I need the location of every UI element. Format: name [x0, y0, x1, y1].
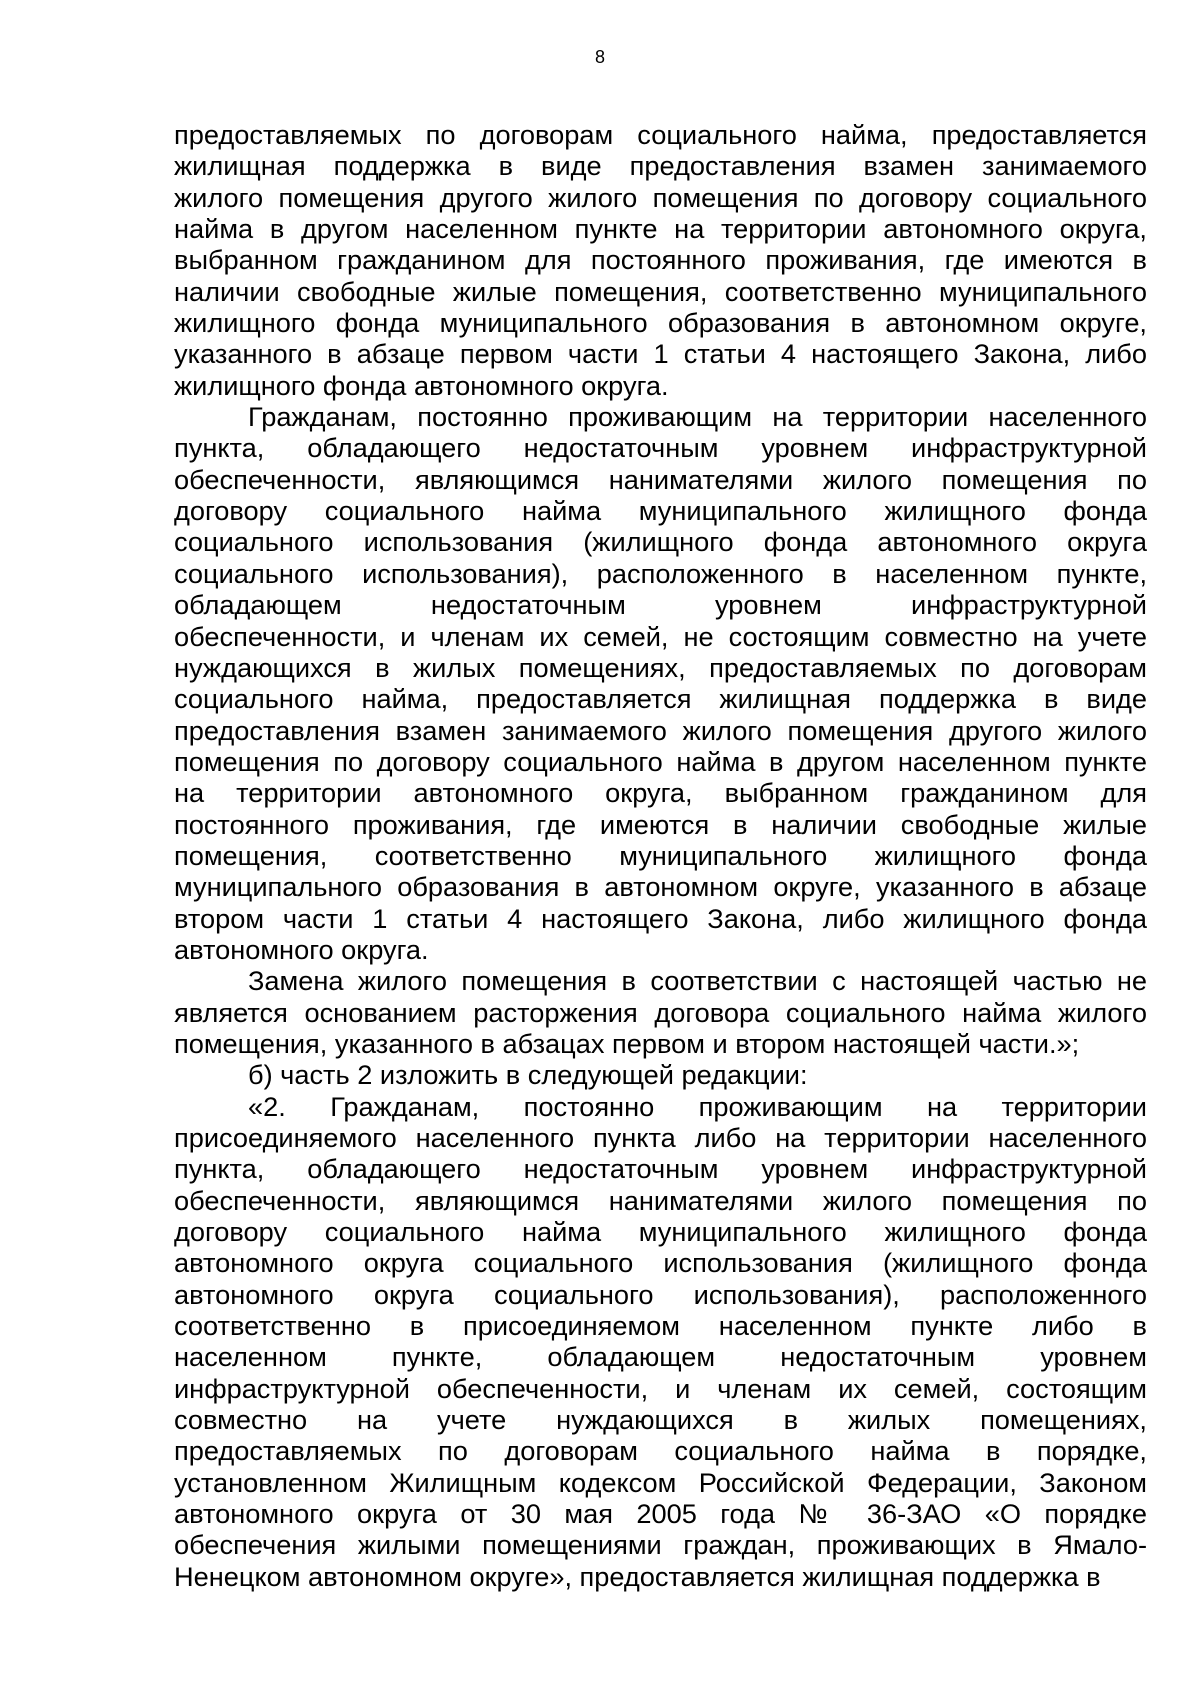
text-line: автономного округа от 30 мая 2005 года № 36-ЗАО «О порядке [174, 1498, 1147, 1530]
text-line: помещения, указанного в абзацах первом и втором настоящей части.»; [174, 1027, 1080, 1059]
text-line: выбранном гражданином для постоянного проживания, где имеются в [174, 244, 1147, 276]
paragraph [174, 965, 1147, 1059]
text-line: пункта, обладающего недостаточным уровнем инфраструктурной [174, 1153, 1147, 1185]
page-number: 8 [594, 47, 605, 67]
paragraph [174, 119, 1147, 401]
text-line: обеспеченности, являющимся нанимателями жилого помещения по [174, 1184, 1147, 1216]
text-line: социального найма, предоставляется жилищная поддержка в виде [174, 683, 1147, 715]
text-line: обеспеченности, и членам их семей, не состоящим совместно на учете [174, 620, 1147, 652]
text-line: втором части 1 статьи 4 настоящего Закона, либо жилищного фонда [174, 902, 1147, 934]
text-line: «2. Гражданам, постоянно проживающим на территории [248, 1090, 1147, 1122]
text-line: установленном Жилищным кодексом Российской Федерации, Законом [174, 1466, 1147, 1498]
text-line: муниципального образования в автономном округе, указанного в абзаце [174, 871, 1147, 903]
text-line: помещения по договору социального найма в другом населенном пункте [174, 745, 1147, 777]
paragraph [174, 1091, 1147, 1593]
text-line: обеспеченности, являющимся нанимателями жилого помещения по [174, 463, 1147, 495]
text-line: социального использования), расположенного в населенном пункте, [174, 557, 1147, 589]
document-body [174, 119, 1147, 1592]
text-line: автономного округа социального использования (жилищного фонда [174, 1247, 1147, 1279]
text-line: постоянного проживания, где имеются в наличии свободные жилые [174, 808, 1147, 840]
paragraph [174, 1059, 1147, 1090]
text-line: автономного округа социального использования), расположенного [174, 1278, 1147, 1310]
text-line: нуждающихся в жилых помещениях, предоставляемых по договорам [174, 651, 1147, 683]
text-line: договору социального найма муниципального жилищного фонда [174, 495, 1147, 527]
text-line: предоставления взамен занимаемого жилого помещения другого жилого [174, 714, 1147, 746]
text-line: найма в другом населенном пункте на территории автономного округа, [174, 213, 1147, 245]
text-line: присоединяемого населенного пункта либо на территории населенного [174, 1122, 1147, 1153]
text-line: жилищная поддержка в виде предоставления взамен занимаемого [174, 150, 1147, 182]
text-line: жилого помещения другого жилого помещения по договору социального [174, 181, 1147, 213]
text-line: социального использования (жилищного фонда автономного округа [174, 526, 1147, 558]
text-line: предоставляемых по договорам социального найма в порядке, [174, 1435, 1147, 1467]
text-line: жилищного фонда автономного округа. [174, 369, 669, 401]
text-line: инфраструктурной обеспеченности, и членам их семей, состоящим [174, 1372, 1147, 1404]
text-line: Гражданам, постоянно проживающим на территории населенного [248, 401, 1147, 433]
text-line: помещения, соответственно муниципального жилищного фонда [174, 839, 1147, 871]
text-line: наличии свободные жилые помещения, соответственно муниципального [174, 275, 1147, 307]
text-line: Ненецком автономном округе», предоставляется жилищная поддержка в [174, 1560, 1101, 1592]
text-line: на территории автономного округа, выбранном гражданином для [174, 777, 1147, 809]
text-line: б) часть 2 изложить в следующей редакции: [248, 1059, 808, 1091]
text-line: предоставляемых по договорам социального найма, предоставляется [174, 119, 1147, 150]
text-line: жилищного фонда муниципального образования в автономном округе, [174, 307, 1147, 339]
text-line: договору социального найма муниципального жилищного фонда [174, 1216, 1147, 1248]
text-line: населенном пункте, обладающем недостаточным уровнем [174, 1341, 1147, 1373]
text-line: является основанием расторжения договора социального найма жилого [174, 996, 1147, 1028]
text-line: Замена жилого помещения в соответствии с настоящей частью не [248, 965, 1147, 997]
paragraph [174, 401, 1147, 965]
text-line: обладающем недостаточным уровнем инфраструктурной [174, 589, 1147, 621]
text-line: обеспечения жилыми помещениями граждан, проживающих в Ямало- [174, 1529, 1147, 1561]
text-line: указанного в абзаце первом части 1 статьи 4 настоящего Закона, либо [174, 338, 1147, 370]
text-line: пункта, обладающего недостаточным уровнем инфраструктурной [174, 432, 1147, 464]
text-line: автономного округа. [174, 933, 429, 965]
text-line: соответственно в присоединяемом населенном пункте либо в [174, 1310, 1147, 1342]
text-line: совместно на учете нуждающихся в жилых помещениях, [174, 1404, 1147, 1436]
